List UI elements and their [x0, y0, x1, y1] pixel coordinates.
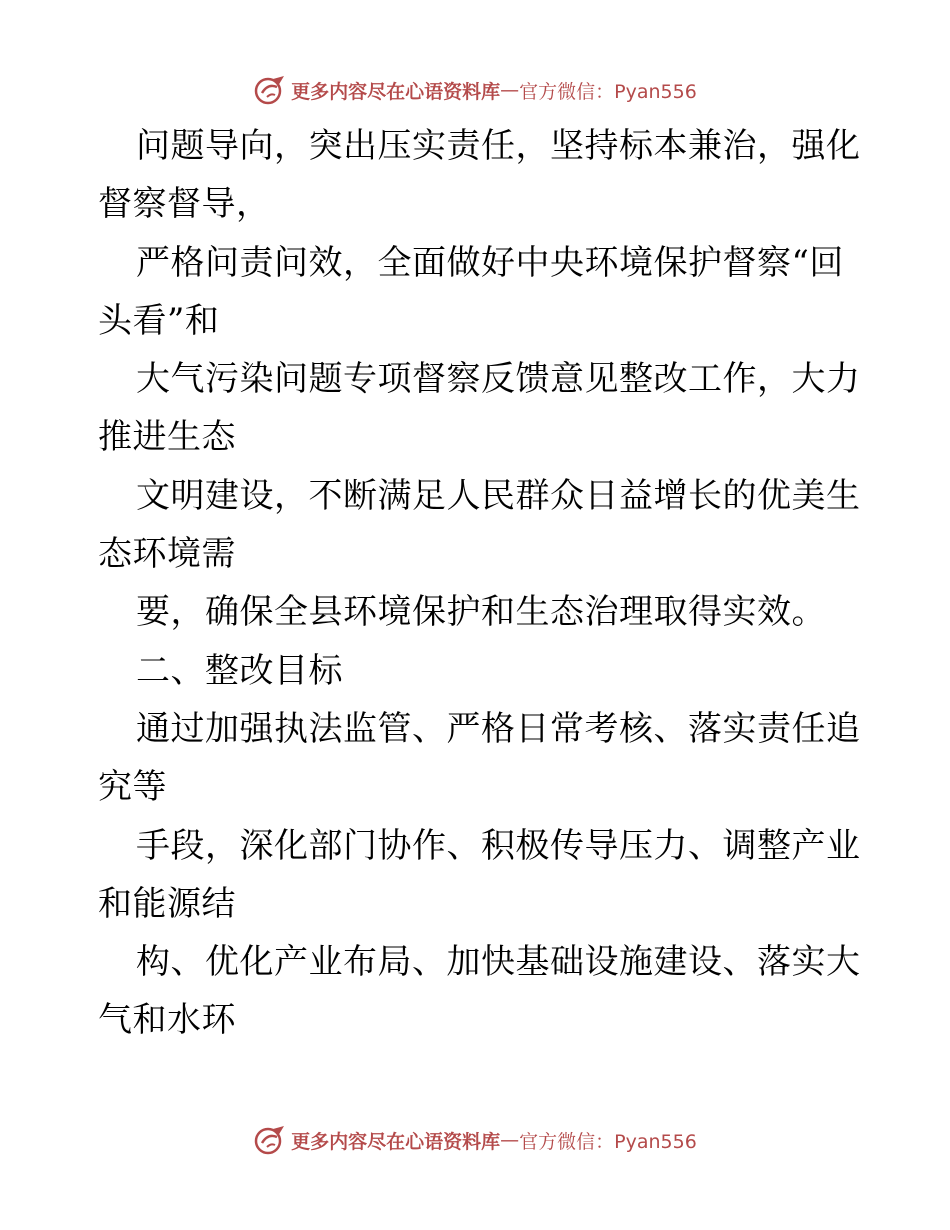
body-line: 文明建设，不断满足人民群众日益增长的优美生 [136, 475, 861, 516]
pen-swirl-logo-icon [253, 73, 287, 107]
header-banner [0, 70, 950, 110]
footer-banner [0, 1120, 950, 1160]
body-line: 问题导向，突出压实责任，坚持标本兼治，强化 [136, 126, 861, 166]
body-line: 头看”和 [98, 300, 220, 341]
body-line: 究等 [98, 767, 167, 808]
header-separator: — [500, 79, 520, 101]
footer-site-text: 更多内容尽在心语资料库 [291, 1130, 501, 1153]
header-site-text: 更多内容尽在心语资料库 [291, 80, 501, 103]
body-line: 手段，深化部门协作、积极传导压力、调整产业 [136, 825, 861, 866]
footer-contact-text: 官方微信：Pyan556 [519, 1130, 697, 1153]
body-line: 和能源结 [98, 883, 236, 924]
pen-swirl-logo-icon [253, 1123, 287, 1157]
body-line: 气和水环 [98, 1000, 236, 1041]
body-line: 严格问责问效，全面做好中央环境保护督察“回 [136, 242, 844, 283]
document-body [98, 117, 861, 1050]
body-line: 构、优化产业布局、加快基础设施建设、落实大 [136, 942, 861, 983]
body-line: 大气污染问题专项督察反馈意见整改工作，大力 [136, 359, 861, 400]
body-line: 要，确保全县环境保护和生态治理取得实效。 [136, 592, 826, 633]
footer-separator: — [500, 1129, 520, 1151]
body-line: 态环境需 [98, 534, 236, 575]
header-contact-text: 官方微信：Pyan556 [519, 80, 697, 103]
body-line: 督察督导， [98, 184, 271, 225]
section-heading: 二、整改目标 [136, 650, 343, 691]
body-line: 通过加强执法监管、严格日常考核、落实责任追 [136, 708, 861, 749]
body-line: 推进生态 [98, 417, 236, 458]
